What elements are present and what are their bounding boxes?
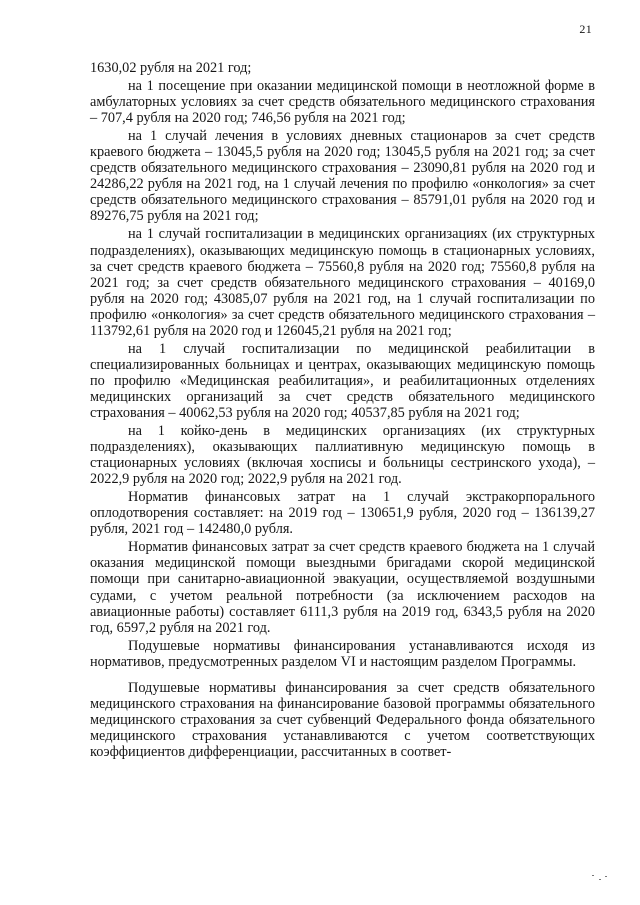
paragraph: 1630,02 рубля на 2021 год;	[90, 60, 252, 76]
paragraph: Подушевые нормативы финансирования устанавливаются исходя из нормативов, предусмотренных разделом VI и настоящим разделом Программы.	[90, 637, 595, 670]
paragraph: Подушевые нормативы финансирования за счет средств обязательного медицинского страхования на финансирование базовой программы обязательного медицинского страхования за счет субвенций Федерального фонда обязательного медицинского страхования устанавливаются с учетом соответствующих коэффициентов дифференциации, рассчитанных в соответ-	[90, 679, 595, 760]
paragraph: Норматив финансовых затрат за счет средств краевого бюджета на 1 случай оказания медицинской помощи выездными бригадами скорой медицинской помощи при санитарно-авиационной эвакуации, осуществляемой воздушными судами, с учетом реальной потребности (за исключением расходов на авиационные работы) составляет 6111,3 рубля на 2019 год, 6343,5 рубля на 2020 год, 6597,2 рубля на 2021 год.	[90, 539, 595, 636]
paragraph: Норматив финансовых затрат на 1 случай экстракорпорального оплодотворения составляет: на 2019 год – 130651,9 рубля, 2020 год – 136139,27 рубля, 2021 год – 142480,0 рубля.	[90, 489, 595, 538]
page-number: 21	[579, 22, 592, 36]
paragraph: на 1 случай госпитализации по медицинской реабилитации в специализированных больницах и центрах, оказывающих медицинскую помощь по профилю «Медицинская реабилитация», и реабилитационных отделениях медицинских организаций за счет средств обязательного медицинского страхования – 40062,53 рубля на 2020 год; 40537,85 рубля на 2021 год;	[90, 340, 595, 421]
paragraph: на 1 койко-день в медицинских организациях (их структурных подразделениях), оказывающих паллиативную медицинскую помощь в стационарных условиях (включая хосписы и больницы сестринского ухода), – 2022,9 рубля на 2020 год; 2022,9 рубля на 2021 год.	[90, 423, 595, 488]
scan-artifact	[590, 873, 610, 883]
paragraph: на 1 случай госпитализации в медицинских организациях (их структурных подразделениях), оказывающих медицинскую помощь в стационарных условиях, за счет средств краевого бюджета – 75560,8 рубля на 2020 год; 75560,8 рубля на 2021 год; за счет средств обязательного медицинского страхования – 40169,0 рубля на 2020 год; 43085,07 рубля на 2021 год, на 1 случай госпитализации по профилю «онкология» за счет средств обязательного медицинского страхования – 113792,61 рубля на 2020 год и 126045,21 рубля на 2021 год;	[90, 226, 595, 339]
paragraph: на 1 посещение при оказании медицинской помощи в неотложной форме в амбулаторных условиях за счет средств обязательного медицинского страхования – 707,4 рубля на 2020 год; 746,56 рубля на 2021 год;	[90, 78, 595, 127]
paragraph: на 1 случай лечения в условиях дневных стационаров за счет средств краевого бюджета – 13045,5 рубля на 2020 год; 13045,5 рубля на 2021 год; за счет средств обязательного медицинского страхования – 23090,81 рубля на 2020 год и 24286,22 рубля на 2021 год, на 1 случай лечения по профилю «онкология» за счет средств обязательного медицинского страхования – 85791,01 рубля на 2020 год и 89276,75 рубля на 2021 год;	[90, 128, 595, 225]
document-body	[90, 60, 595, 762]
